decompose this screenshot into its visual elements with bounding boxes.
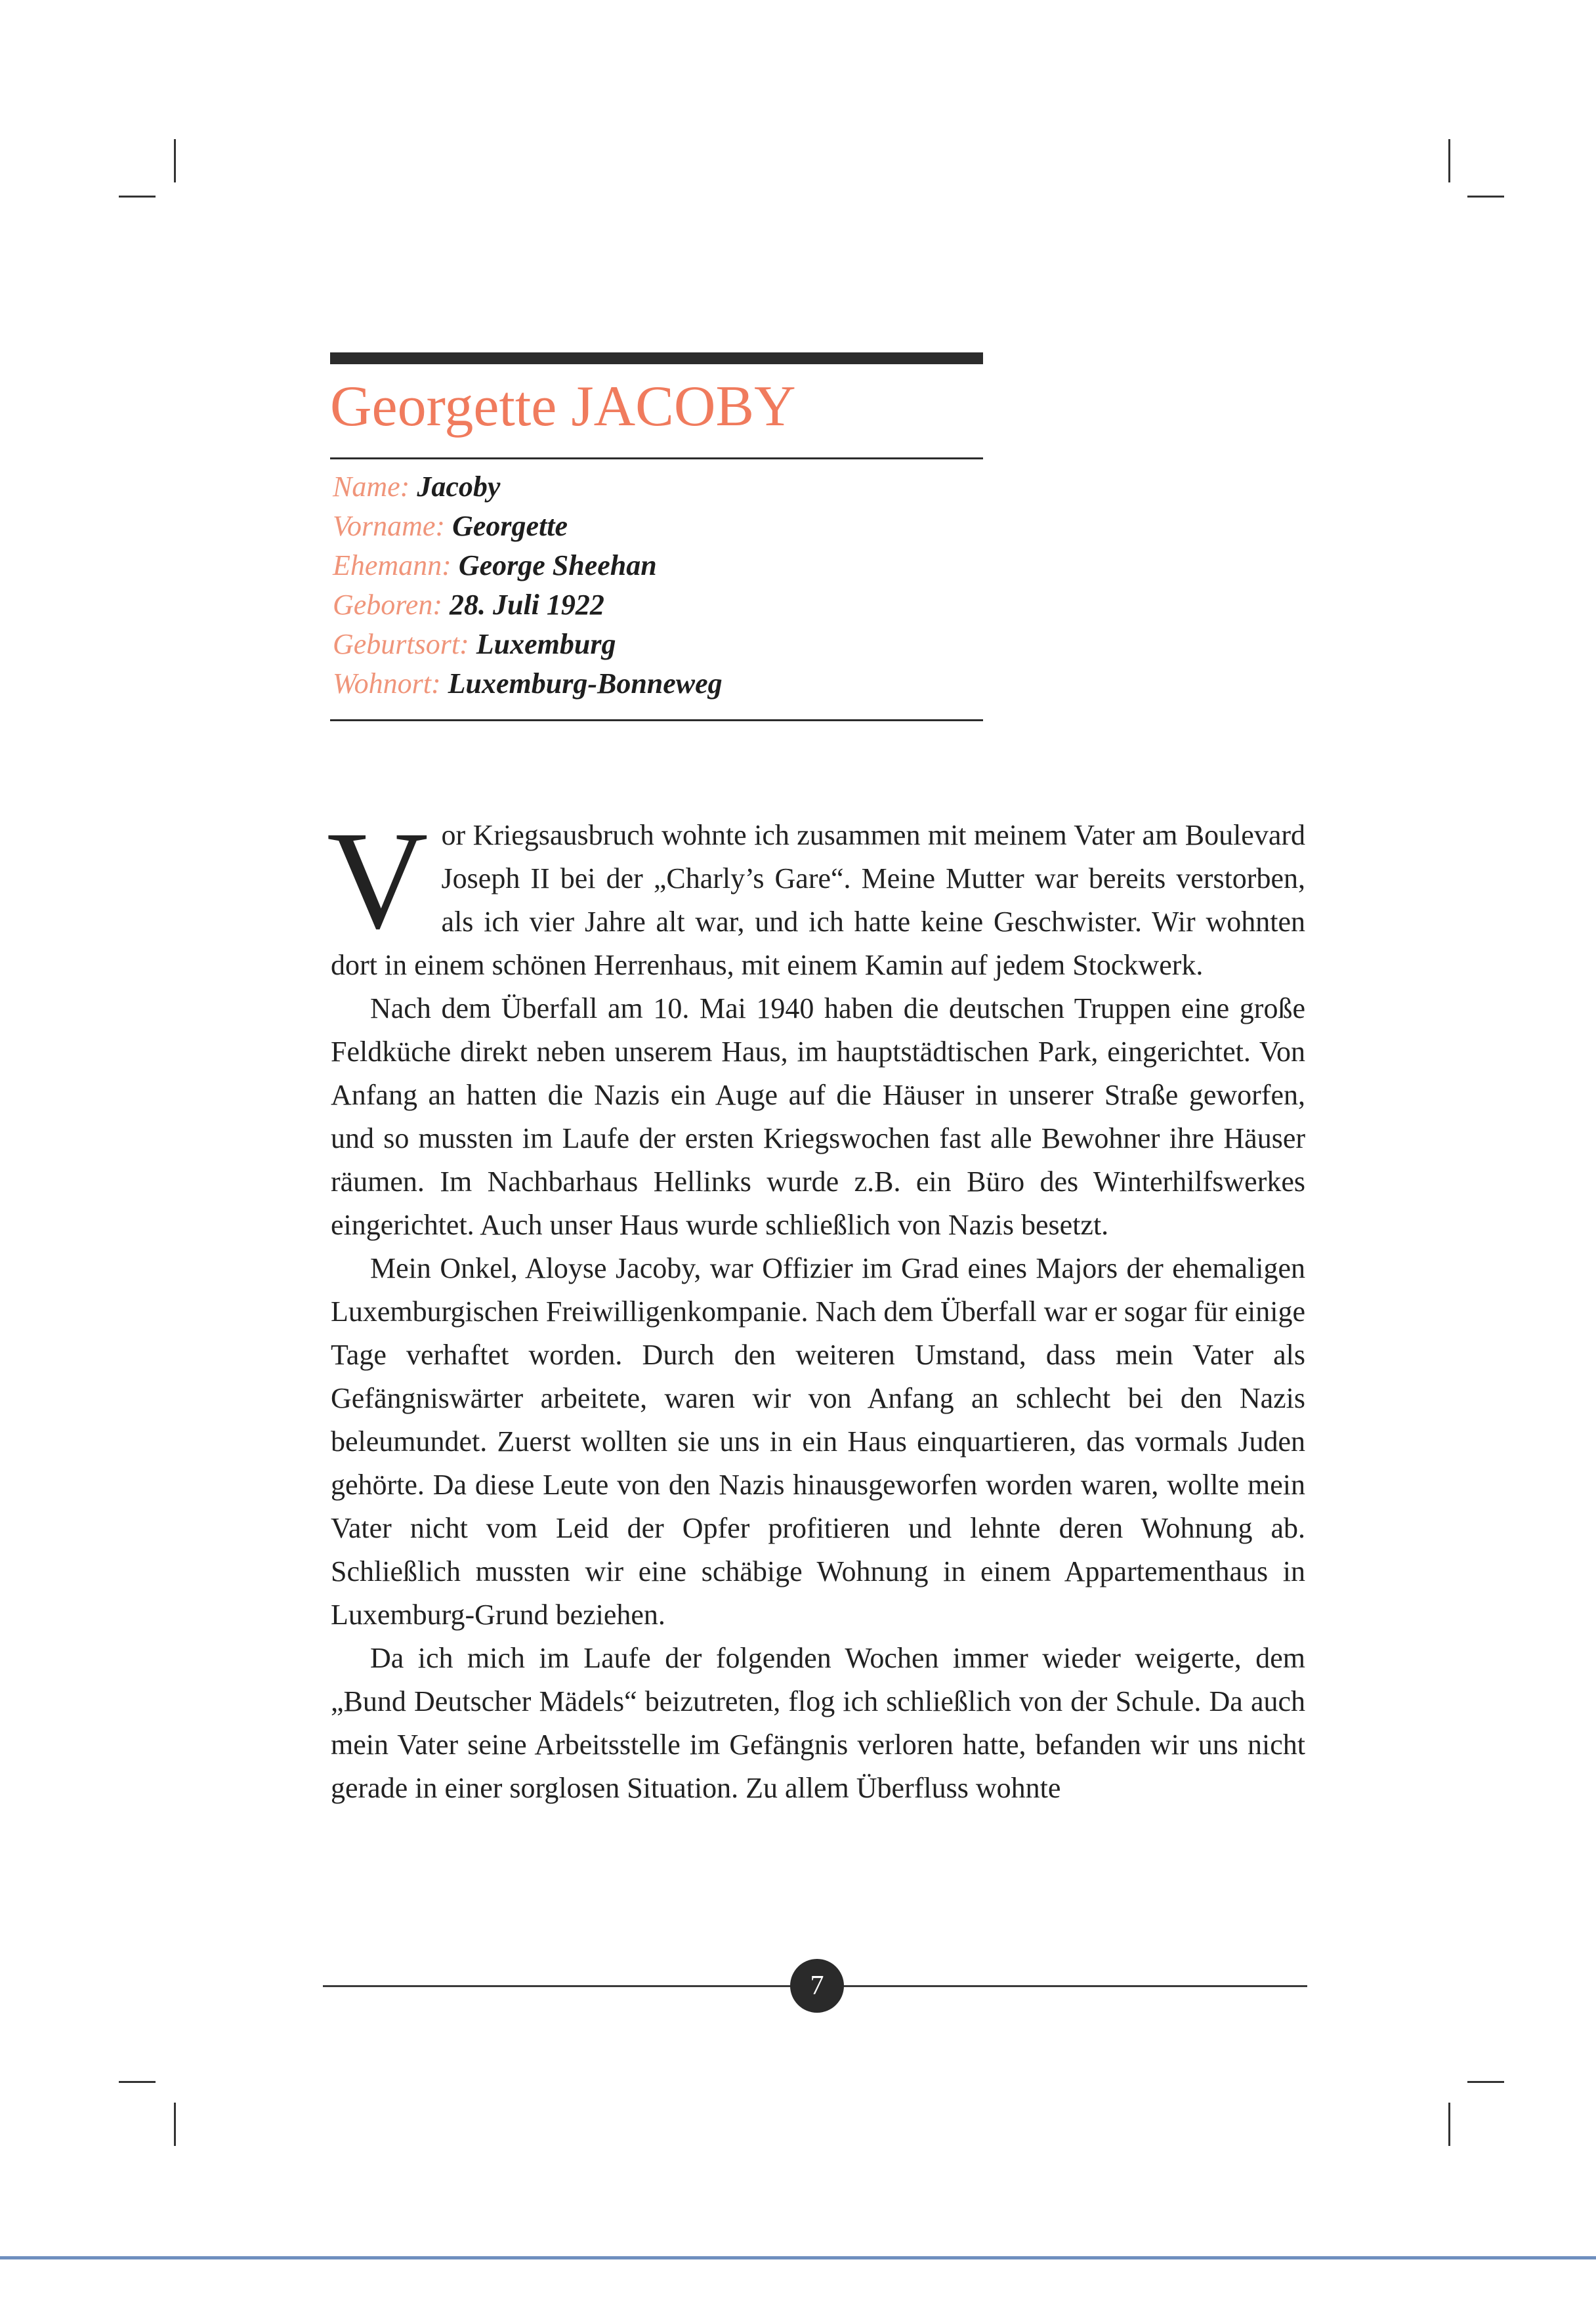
fact-label: Ehemann: [333,549,452,581]
fact-vorname [333,507,982,546]
drop-cap: V [327,803,429,958]
paragraph [327,803,1305,987]
scan-edge-line [0,2256,1596,2259]
fact-value: Luxemburg [476,628,616,660]
fact-geboren [333,585,982,625]
fact-label: Geburtsort: [333,628,469,660]
fact-name [333,467,982,507]
fact-value: Georgette [452,510,568,542]
fact-label: Geboren: [333,589,442,621]
paragraph: Mein Onkel, Aloyse Jacoby, war Offizier im Grad eines Majors der ehemaligen Luxemburgischen Freiwilligenkompanie. Nach dem Überfall war er sogar für einige Tage verhaftet worden. Durch den weiteren Umstand, dass mein Vater als Gefängniswärter arbeitete, waren wir von Anfang an schlecht bei den Nazis beleumundet. Zuerst wollten sie uns in ein Haus einquartieren, das vormals Juden gehörte. Da diese Leute von den Nazis hinausgeworfen worden waren, wollte mein Vater nicht vom Leid der Opfer profitieren und lehnte deren Wohnung ab. Schließlich mussten wir eine schäbige Wohnung in einem Appartementhaus in Luxemburg-Grund beziehen. [331,1252,1305,1631]
paragraph: Nach dem Überfall am 10. Mai 1940 haben die deutschen Truppen eine große Feldküche direkt neben unserem Haus, im hauptstädtischen Park, eingerichtet. Von Anfang an hatten die Nazis ein Auge auf die Häuser in unserer Straße geworfen, und so mussten im Laufe der ersten Kriegswochen fast alle Bewohner ihre Häuser räumen. Im Nachbarhaus Hellinks wurde z.B. ein Büro des Winterhilfswerkes eingerichtet. Auch unser Haus wurde schließlich von Nazis besetzt. [331,992,1305,1241]
crop-mark [119,2081,156,2083]
header-bar [330,352,983,364]
page-number: 7 [790,1959,844,2013]
body-text [327,803,1305,1810]
fact-label: Wohnort: [333,667,441,700]
fact-value: Jacoby [417,471,501,503]
fact-value: Luxemburg-Bonneweg [448,667,723,700]
crop-mark [1467,196,1504,198]
crop-mark [119,196,156,198]
fact-label: Vorname: [333,510,446,542]
page-title: Georgette JACOBY [330,375,796,438]
facts-rule [330,719,983,721]
fact-wohnort [333,664,982,704]
paragraph: Da ich mich im Laufe der folgenden Wochen immer wieder weigerte, dem „Bund Deutscher Mädels“ beizutreten, flog ich schließlich von der Schule. Da auch mein Vater seine Arbeitsstelle im Gefängnis verloren hatte, befanden wir uns nicht gerade in einer sorglosen Situation. Zu allem Überfluss wohnte [331,1642,1305,1804]
fact-geburtsort [333,625,982,664]
fact-box [333,467,982,704]
crop-mark [174,2103,176,2146]
title-rule [330,457,983,459]
crop-mark [1448,2103,1450,2146]
fact-value: 28. Juli 1922 [449,589,604,621]
fact-ehemann [333,546,982,585]
fact-value: George Sheehan [458,549,657,581]
crop-mark [1467,2081,1504,2083]
crop-mark [174,139,176,182]
fact-label: Name: [333,471,410,503]
paragraph-text: or Kriegsausbruch wohnte ich zusammen mit meinem Vater am Boulevard Joseph II bei der „Charly’s Gare“. Meine Mutter war bereits verstorben, als ich vier Jahre alt war, und ich hatte keine Geschwister. Wir wohnten dort in einem schönen Herrenhaus, mit einem Kamin auf jedem Stockwerk. [331,819,1305,981]
crop-mark [1448,139,1450,182]
